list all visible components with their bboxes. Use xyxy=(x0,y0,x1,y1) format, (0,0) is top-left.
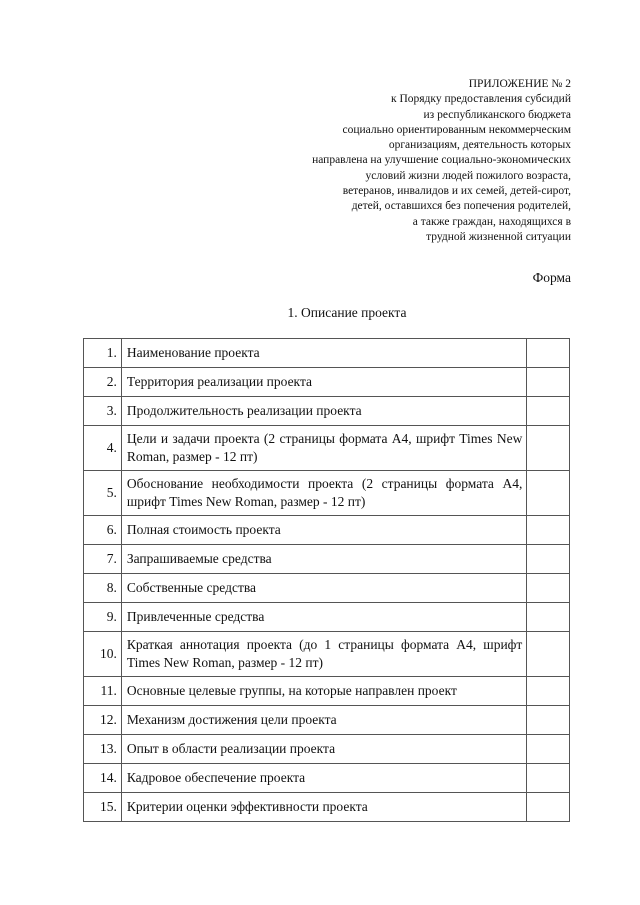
row-label: Кадровое обеспечение проекта xyxy=(121,764,526,793)
table-row xyxy=(84,339,570,368)
row-value-cell[interactable] xyxy=(527,397,570,426)
header-line: к Порядку предоставления субсидий xyxy=(391,93,571,106)
table-row xyxy=(84,735,570,764)
form-label: Форма xyxy=(532,270,571,285)
row-label: Цели и задачи проекта (2 страницы формата А4, шрифт Times New Roman, размер - 12 пт) xyxy=(121,426,526,471)
row-value-cell[interactable] xyxy=(527,339,570,368)
row-number: 12. xyxy=(84,706,122,735)
header-line: условий жизни людей пожилого возраста, xyxy=(365,169,571,182)
row-label: Собственные средства xyxy=(121,574,526,603)
row-label: Основные целевые группы, на которые направлен проект xyxy=(121,677,526,706)
project-description-table xyxy=(83,338,570,822)
table-row xyxy=(84,603,570,632)
table-row xyxy=(84,793,570,822)
row-value-cell[interactable] xyxy=(527,632,570,677)
header-line: направлена на улучшение социально-экономических xyxy=(312,154,571,167)
header-line: из республиканского бюджета xyxy=(423,108,571,121)
row-number: 4. xyxy=(84,426,122,471)
row-label: Наименование проекта xyxy=(121,339,526,368)
row-number: 15. xyxy=(84,793,122,822)
row-value-cell[interactable] xyxy=(527,516,570,545)
table-row xyxy=(84,516,570,545)
row-number: 11. xyxy=(84,677,122,706)
table-row xyxy=(84,471,570,516)
header-line: ветеранов, инвалидов и их семей, детей-сирот, xyxy=(342,185,571,198)
header-line: ПРИЛОЖЕНИЕ № 2 xyxy=(468,78,571,90)
table-row xyxy=(84,632,570,677)
table-row xyxy=(84,397,570,426)
row-value-cell[interactable] xyxy=(527,574,570,603)
row-number: 9. xyxy=(84,603,122,632)
row-number: 1. xyxy=(84,339,122,368)
header-line: трудной жизненной ситуации xyxy=(426,230,571,243)
table-row xyxy=(84,677,570,706)
row-label: Краткая аннотация проекта (до 1 страницы формата А4, шрифт Times New Roman, размер - 12 пт) xyxy=(121,632,526,677)
row-value-cell[interactable] xyxy=(527,706,570,735)
row-number: 3. xyxy=(84,397,122,426)
row-label: Запрашиваемые средства xyxy=(121,545,526,574)
header-line: детей, оставшихся без попечения родителей, xyxy=(351,200,571,213)
row-label: Полная стоимость проекта xyxy=(121,516,526,545)
row-number: 2. xyxy=(84,368,122,397)
header-line: социально ориентированным некоммерческим xyxy=(342,123,571,136)
row-value-cell[interactable] xyxy=(527,793,570,822)
row-value-cell[interactable] xyxy=(527,603,570,632)
row-value-cell[interactable] xyxy=(527,735,570,764)
row-value-cell[interactable] xyxy=(527,764,570,793)
row-number: 8. xyxy=(84,574,122,603)
row-number: 5. xyxy=(84,471,122,516)
row-number: 6. xyxy=(84,516,122,545)
header-line: организациям, деятельность которых xyxy=(388,139,571,152)
section-title: 1. Описание проекта xyxy=(287,305,407,320)
row-label: Механизм достижения цели проекта xyxy=(121,706,526,735)
table-row xyxy=(84,368,570,397)
table-row xyxy=(84,706,570,735)
row-label: Критерии оценки эффективности проекта xyxy=(121,793,526,822)
appendix-header xyxy=(231,77,571,245)
row-value-cell[interactable] xyxy=(527,426,570,471)
row-number: 13. xyxy=(84,735,122,764)
header-line: а также граждан, находящихся в xyxy=(412,215,571,228)
row-number: 10. xyxy=(84,632,122,677)
row-label: Обоснование необходимости проекта (2 страницы формата А4, шрифт Times New Roman, размер - 12 пт) xyxy=(121,471,526,516)
table-row xyxy=(84,574,570,603)
table-row xyxy=(84,426,570,471)
row-label: Опыт в области реализации проекта xyxy=(121,735,526,764)
row-label: Продолжительность реализации проекта xyxy=(121,397,526,426)
row-label: Привлеченные средства xyxy=(121,603,526,632)
row-label: Территория реализации проекта xyxy=(121,368,526,397)
row-number: 7. xyxy=(84,545,122,574)
table-row xyxy=(84,764,570,793)
row-value-cell[interactable] xyxy=(527,368,570,397)
row-value-cell[interactable] xyxy=(527,545,570,574)
table-row xyxy=(84,545,570,574)
row-value-cell[interactable] xyxy=(527,471,570,516)
row-value-cell[interactable] xyxy=(527,677,570,706)
row-number: 14. xyxy=(84,764,122,793)
